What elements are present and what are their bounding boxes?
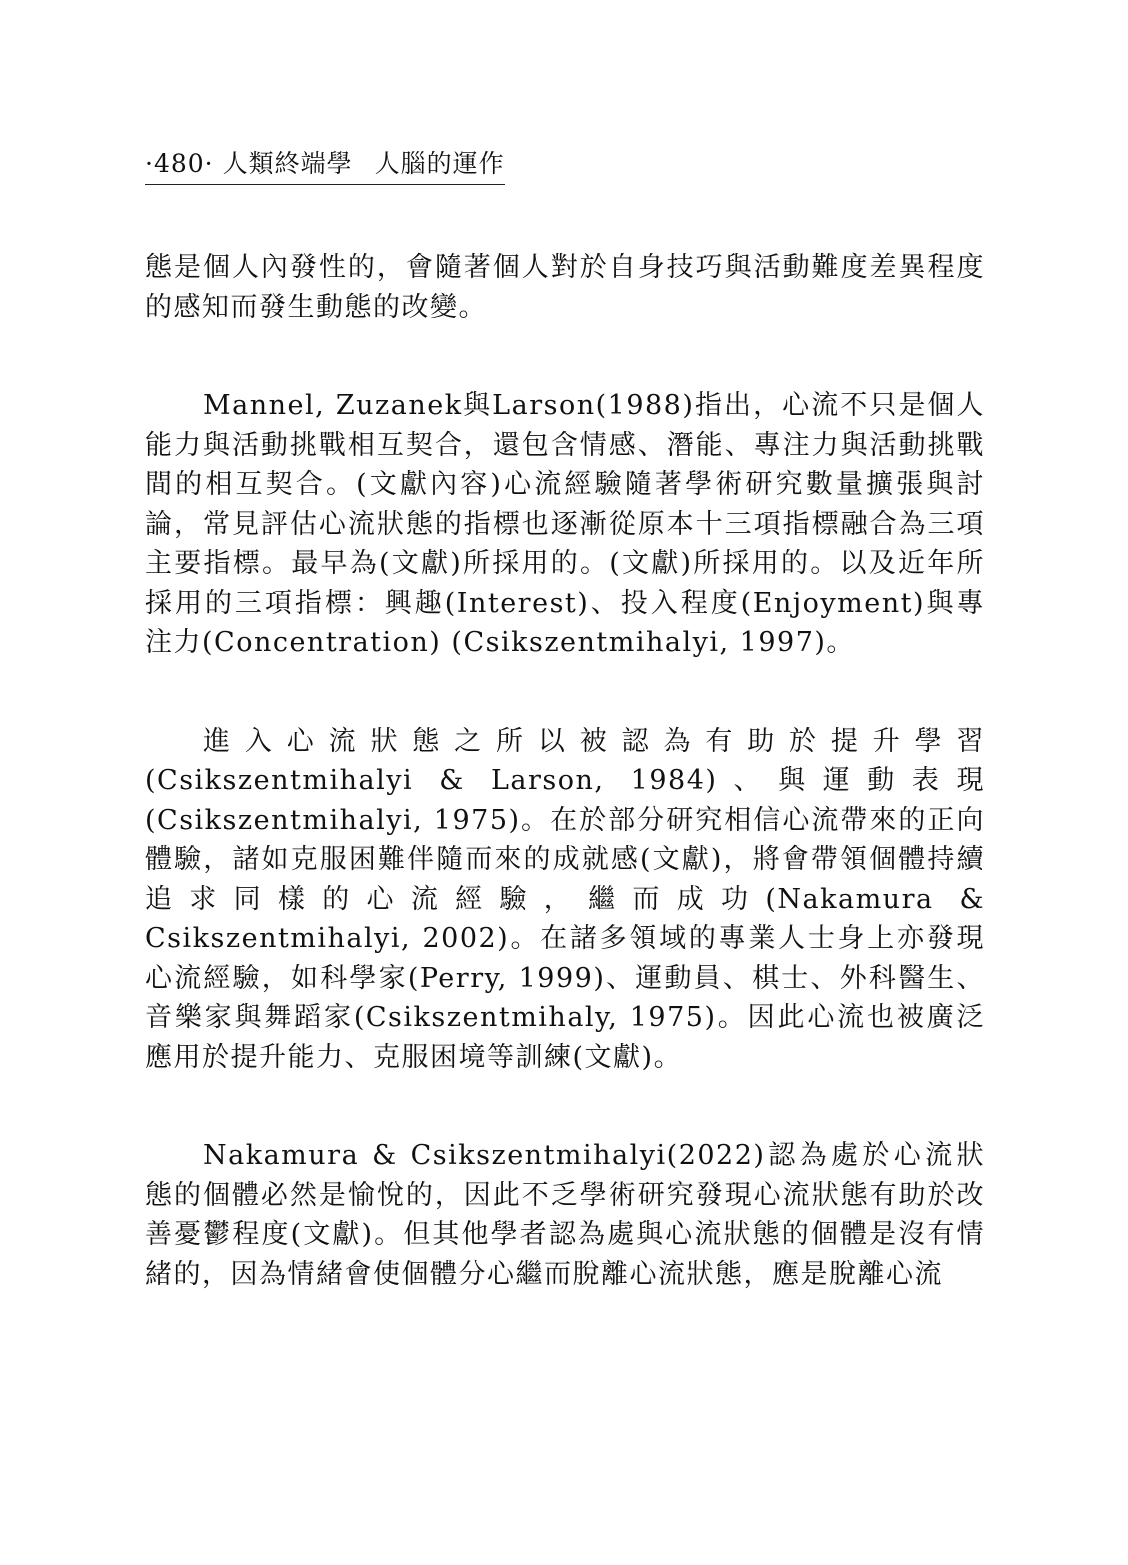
body-text: [145, 248, 985, 1294]
running-header: [145, 146, 505, 185]
paragraph-flow-indicators: Mannel, Zuzanek與Larson(1988)指出，心流不只是個人能力與活動挑戰相互契合，還包含情感、潛能、專注力與活動挑戰間的相互契合。(文獻內容)心流經驗隨著學術研究數量擴張與討論，常見評估心流狀態的指標也逐漸從原本十三項指標融合為三項主要指標。最早為(文獻)所採用的。(文獻)所採用的。以及近年所採用的三項指標：興趣(Interest)、投入程度(Enjoyment)與專注力(Concentration) (Csikszentmihalyi, 1997)。: [145, 390, 985, 658]
paragraph-continuation: 態是個人內發性的，會隨著個人對於自身技巧與活動難度差異程度的感知而發生動態的改變。: [145, 252, 985, 323]
paragraph-flow-emotion: Nakamura & Csikszentmihalyi(2022)認為處於心流狀態的個體必然是愉悅的，因此不乏學術研究發現心流狀態有助於改善憂鬱程度(文獻)。但其他學者認為處與心流狀態的個體是沒有情緒的，因為情緒會使個體分心繼而脫離心流狀態，應是脫離心流: [145, 1140, 985, 1290]
paragraph-flow-benefits: 進入心流狀態之所以被認為有助於提升學習(Csikszentmihalyi & Larson, 1984)、與運動表現(Csikszentmihalyi, 1975)。在於部分研究相信心流帶來的正向體驗，諸如克服困難伴隨而來的成就感(文獻)，將會帶領個體持續追求同樣的心流經驗，繼而成功(Nakamura & Csikszentmihalyi, 2002)。在諸多領域的專業人士身上亦發現心流經驗，如科學家(Perry, 1999)、運動員、棋士、外科醫生、音樂家與舞蹈家(Csikszentmihaly, 1975)。因此心流也被廣泛應用於提升能力、克服困境等訓練(文獻)。: [145, 725, 985, 1073]
page-number: ·480·: [145, 149, 214, 178]
chapter-title: 人腦的運作: [374, 149, 505, 178]
book-title: 人類終端學: [222, 149, 353, 178]
